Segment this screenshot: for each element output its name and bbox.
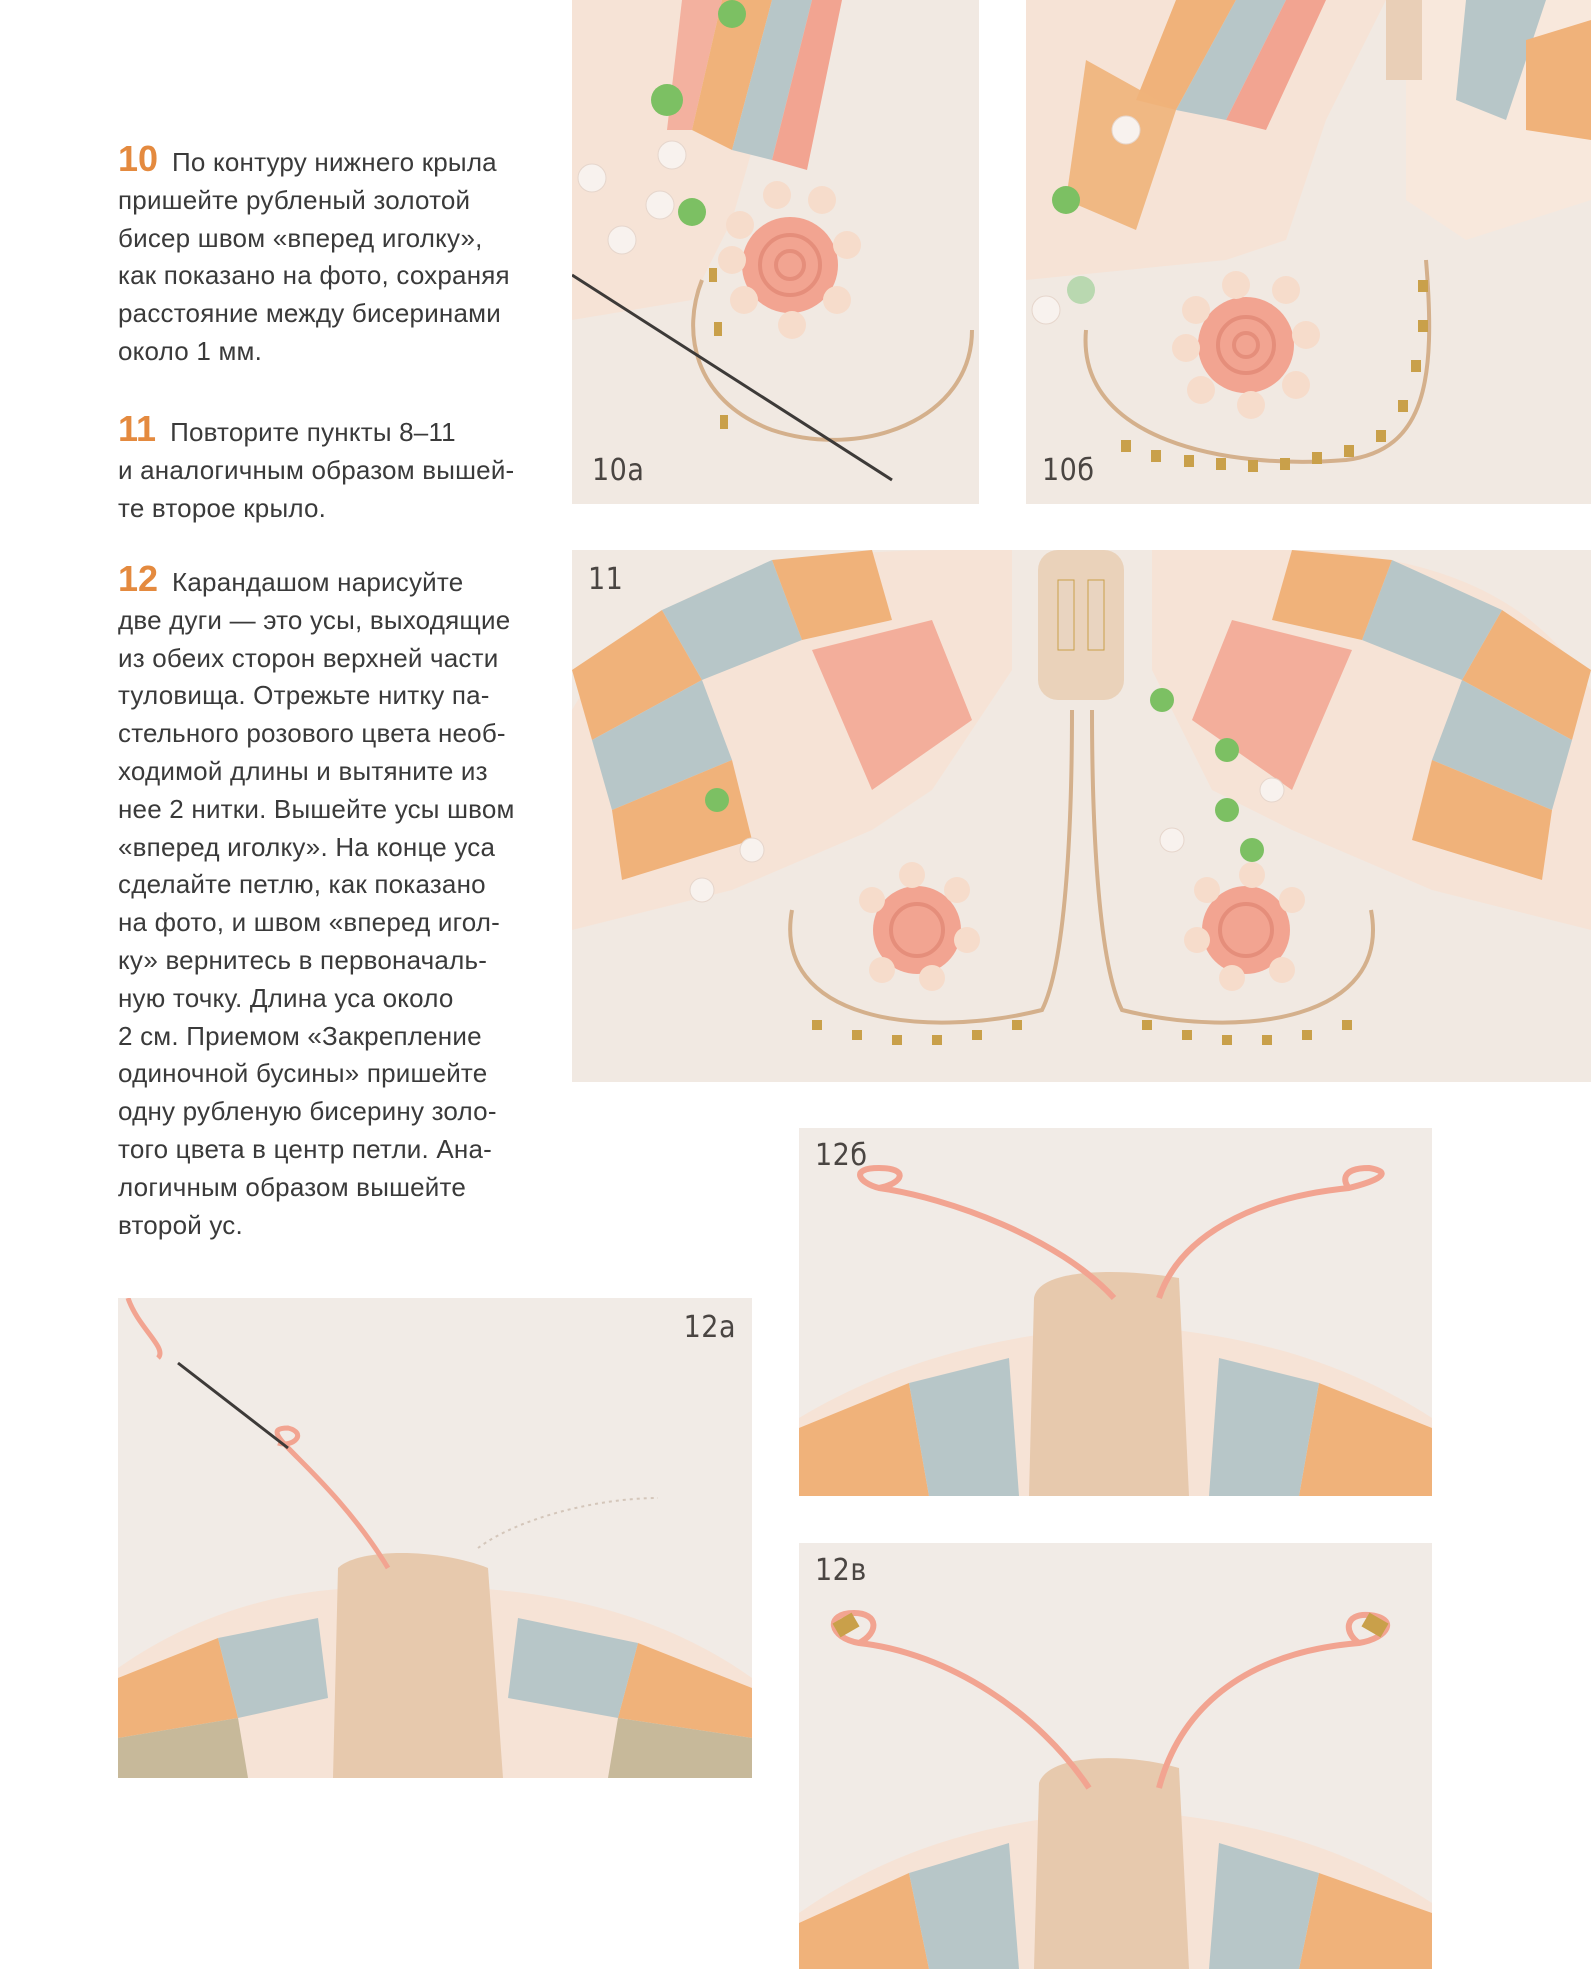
photo-11 [572, 550, 1591, 1082]
step-11 [118, 410, 538, 527]
step-12-line-17: логичным образом вышейте [118, 1171, 467, 1202]
photo-10a-illustration [572, 0, 979, 504]
step-12-number: 12 [118, 558, 159, 599]
step-10-line-4: как показано на фото, сохраняя [118, 260, 510, 291]
photo-11-illustration [572, 550, 1591, 1082]
step-12-line-7: нее 2 нитки. Вышейте усы швом [118, 793, 515, 824]
step-10 [118, 140, 538, 371]
photo-12c-illustration [799, 1543, 1432, 1969]
step-10-line-5: расстояние между бисеринами [118, 298, 501, 329]
step-12-line-16: того цвета в центр петли. Ана- [118, 1133, 492, 1164]
photo-10a [572, 0, 979, 504]
step-12-line-13: 2 см. Приемом «Закрепление [118, 1020, 482, 1051]
step-12-line-10: на фото, и швом «вперед игол- [118, 907, 501, 938]
step-11-line-1: 11 Повторите пункты 8–11 [118, 408, 456, 449]
step-12-line-1: 12 Карандашом нарисуйте [118, 558, 464, 599]
step-10-line-6: около 1 мм. [118, 335, 263, 366]
step-12 [118, 560, 538, 1244]
step-12-line-4: туловища. Отрежьте нитку па- [118, 680, 490, 711]
photo-12a-label: 12а [683, 1310, 736, 1345]
step-12-line-2: две дуги — это усы, выходящие [118, 604, 511, 635]
step-12-line-18: второй ус. [118, 1209, 243, 1240]
step-10-number: 10 [118, 138, 159, 179]
photo-10b-illustration [1026, 0, 1591, 504]
photo-12b [799, 1128, 1432, 1496]
photo-10a-label: 10а [592, 453, 645, 488]
photo-12b-label: 12б [815, 1138, 868, 1173]
step-12-line-9: сделайте петлю, как показано [118, 869, 486, 900]
step-12-line-14: одиночной бусины» пришейте [118, 1058, 488, 1089]
photo-12b-illustration [799, 1128, 1432, 1496]
step-12-line-8: «вперед иголку». На конце уса [118, 831, 496, 862]
photo-10b-label: 10б [1042, 453, 1095, 488]
photo-12c [799, 1543, 1432, 1969]
step-12-line-6: ходимой длины и вытяните из [118, 755, 488, 786]
step-12-line-15: одну рубленую бисерину золо- [118, 1096, 497, 1127]
step-10-line-1: 10 По контуру нижнего крыла [118, 138, 497, 179]
step-12-line-11: ку» вернитесь в первоначаль- [118, 944, 488, 975]
step-11-line-2: и аналогичным образом вышей- [118, 454, 515, 485]
photo-10b [1026, 0, 1591, 504]
step-12-line-12: ную точку. Длина уса около [118, 982, 454, 1013]
step-10-line-2: пришейте рубленый золотой [118, 184, 471, 215]
step-11-line-3: те второе крыло. [118, 492, 327, 523]
photo-11-label: 11 [588, 562, 624, 597]
step-12-line-3: из обеих сторон верхней части [118, 642, 499, 673]
step-11-number: 11 [118, 408, 157, 449]
step-12-line-5: стельного розового цвета необ- [118, 718, 506, 749]
step-10-line-3: бисер швом «вперед иголку», [118, 222, 483, 253]
photo-12a-illustration [118, 1298, 752, 1778]
photo-12a [118, 1298, 752, 1778]
photo-12c-label: 12в [815, 1553, 867, 1588]
